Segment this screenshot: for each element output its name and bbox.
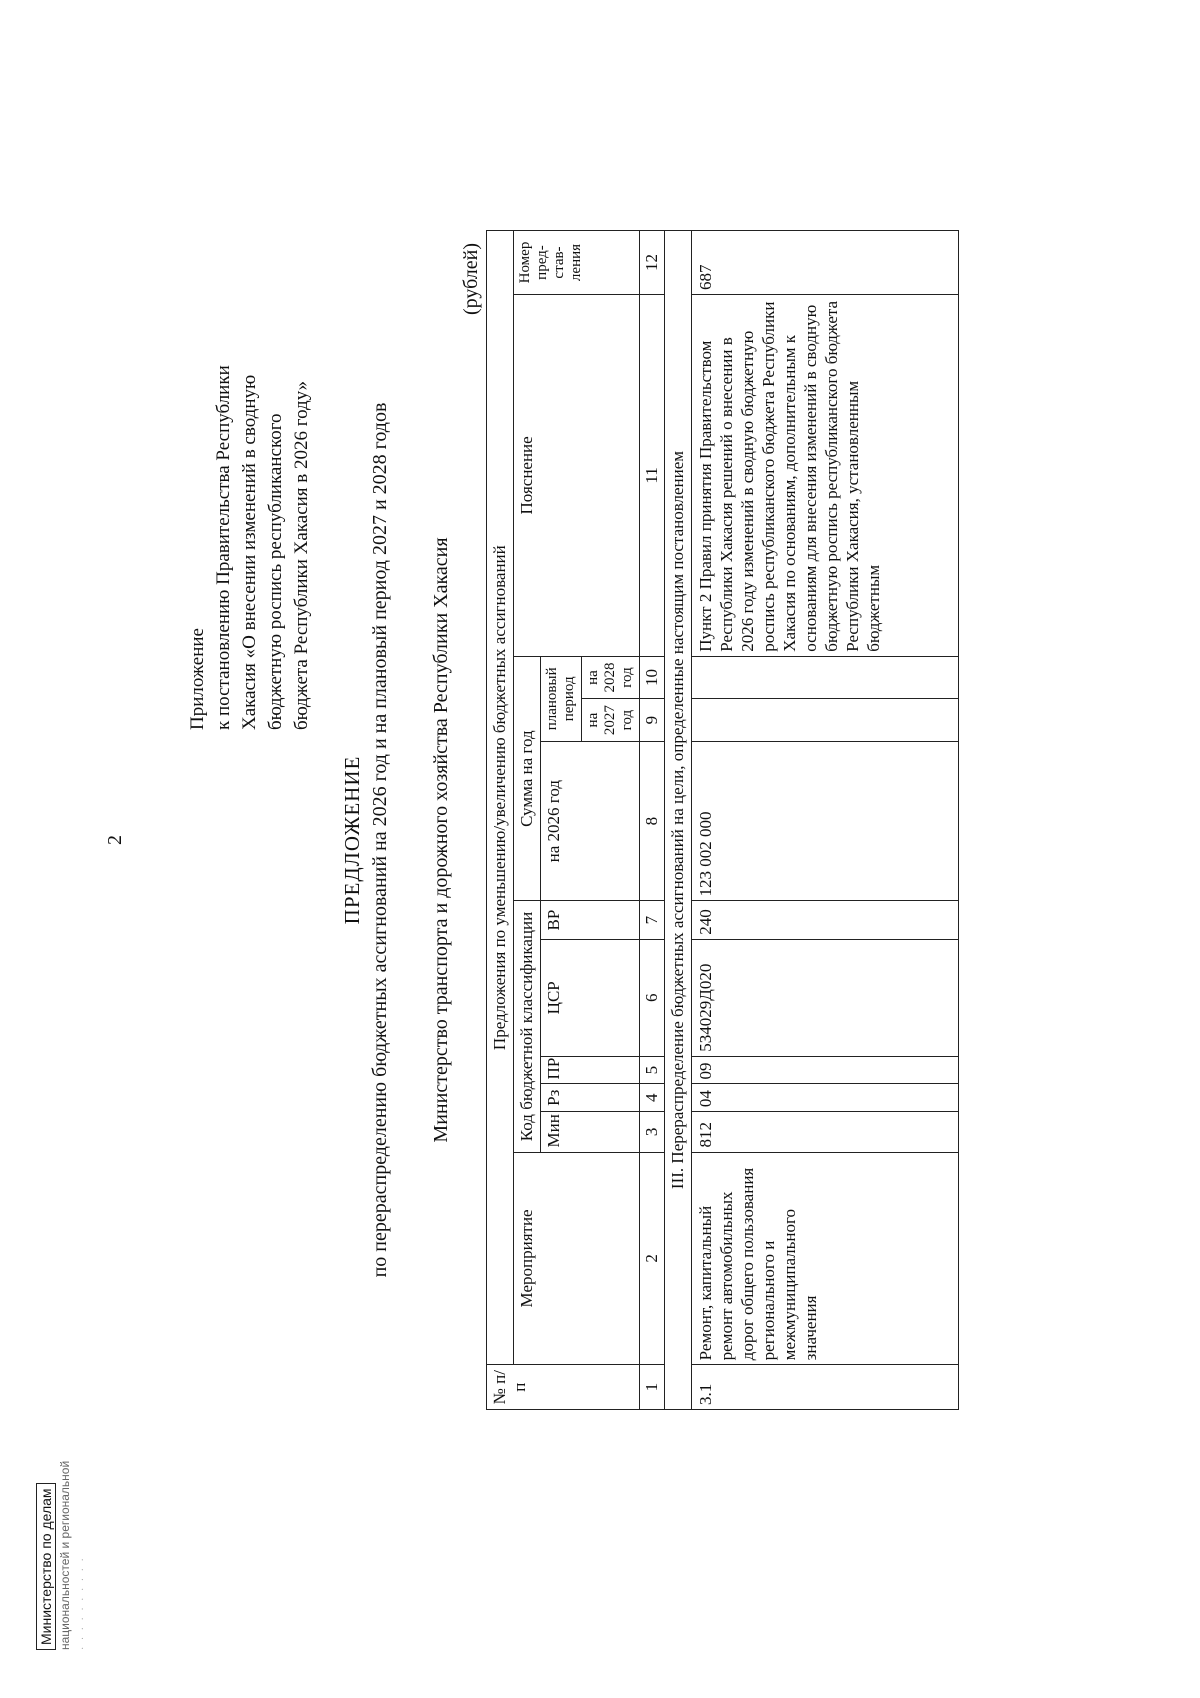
- page-number: 2: [104, 835, 126, 845]
- header-min: Мин: [541, 1112, 640, 1152]
- stamp-line-2: национальностей и региональной: [58, 1460, 72, 1650]
- appendix-line: Хакасия «О внесении изменений в сводную: [239, 374, 260, 730]
- header-submission: Номер пред-став-ления: [514, 231, 640, 295]
- header-csr: ЦСР: [541, 939, 640, 1056]
- col-number: 2: [640, 1152, 665, 1365]
- currency-unit: (рублей): [460, 242, 482, 315]
- appendix-block: [185, 310, 315, 730]
- appendix-line: Приложение: [187, 628, 208, 730]
- header-row-2: [514, 231, 541, 1410]
- col-number: 1: [640, 1365, 665, 1410]
- col-number: 5: [640, 1056, 665, 1084]
- row-2027: [692, 699, 959, 742]
- header-sum: Сумма на год: [514, 656, 541, 901]
- row-2026: 123 002 000: [692, 741, 959, 901]
- ministry-name: Министерство транспорта и дорожного хозяйства Республики Хакасия: [430, 537, 452, 1143]
- header-explanation: Пояснение: [514, 295, 640, 657]
- header-num: № п/п: [487, 1365, 640, 1410]
- document-title: [340, 120, 392, 1560]
- row-event: Ремонт, капитальный ремонт автомобильных дорог общего пользования регионального и межмуниципального значения: [692, 1152, 959, 1365]
- section-row: [665, 231, 692, 1410]
- title-subtitle: по перераспределению бюджетных ассигнований на 2026 год и на плановый период 2027 и 2028 годов: [369, 402, 391, 1278]
- allocation-table: [486, 230, 959, 1410]
- section-title: III. Перераспределение бюджетных ассигнований на цели, определенные настоящим постановлением: [665, 231, 692, 1410]
- landscape-sheet: [0, 120, 900, 1560]
- header-2028: на 2028 год: [582, 656, 640, 699]
- header-row-1: [487, 231, 514, 1410]
- row-2028: [692, 656, 959, 699]
- header-plan: плановый период: [541, 656, 582, 741]
- col-number: 12: [640, 231, 665, 295]
- header-2027: на 2027 год: [582, 699, 640, 742]
- col-number: 4: [640, 1084, 665, 1112]
- col-number: 11: [640, 295, 665, 657]
- header-vr: ВР: [541, 901, 640, 939]
- col-number: 10: [640, 656, 665, 699]
- header-code: Код бюджетной классификации: [514, 901, 541, 1152]
- header-2026: на 2026 год: [541, 741, 640, 901]
- stamp-faint-line: · · · · · · · · · ·: [78, 1556, 89, 1650]
- header-pr: ПР: [541, 1056, 640, 1084]
- row-min: 812: [692, 1112, 959, 1152]
- column-numbers-row: [640, 231, 665, 1410]
- header-proposals: Предложения по уменьшению/увеличению бюджетных ассигнований: [487, 231, 514, 1365]
- col-number: 7: [640, 901, 665, 939]
- title-main: ПРЕДЛОЖЕНИЕ: [340, 755, 364, 925]
- col-number: 6: [640, 939, 665, 1056]
- row-pr: 09: [692, 1056, 959, 1084]
- table-row: [692, 231, 959, 1410]
- row-vr: 240: [692, 901, 959, 939]
- col-number: 3: [640, 1112, 665, 1152]
- row-submission: 687: [692, 231, 959, 295]
- appendix-line: бюджета Республики Хакасия в 2026 году»: [291, 380, 312, 730]
- col-number: 8: [640, 741, 665, 901]
- row-explanation: Пункт 2 Правил принятия Правительством Республики Хакасия решений о внесении в 2026 году изменений в сводную бюджетную роспись республиканского бюджета Республики Хакасия по основаниям, дополнительным к основаниям для внесения изменений в сводную бюджетную роспись республиканского бюджета Республики Хакасия, установленным бюджетным: [692, 295, 959, 657]
- appendix-line: к постановлению Правительства Республики: [213, 365, 234, 730]
- header-event: Мероприятие: [514, 1152, 640, 1365]
- stamp-line-1: Министерство по делам: [36, 1483, 56, 1650]
- row-num: 3.1: [692, 1365, 959, 1410]
- col-number: 9: [640, 699, 665, 742]
- appendix-line: бюджетную роспись республиканского: [265, 413, 286, 730]
- header-rz: Рз: [541, 1084, 640, 1112]
- row-csr: 534029Д020: [692, 939, 959, 1056]
- row-rz: 04: [692, 1084, 959, 1112]
